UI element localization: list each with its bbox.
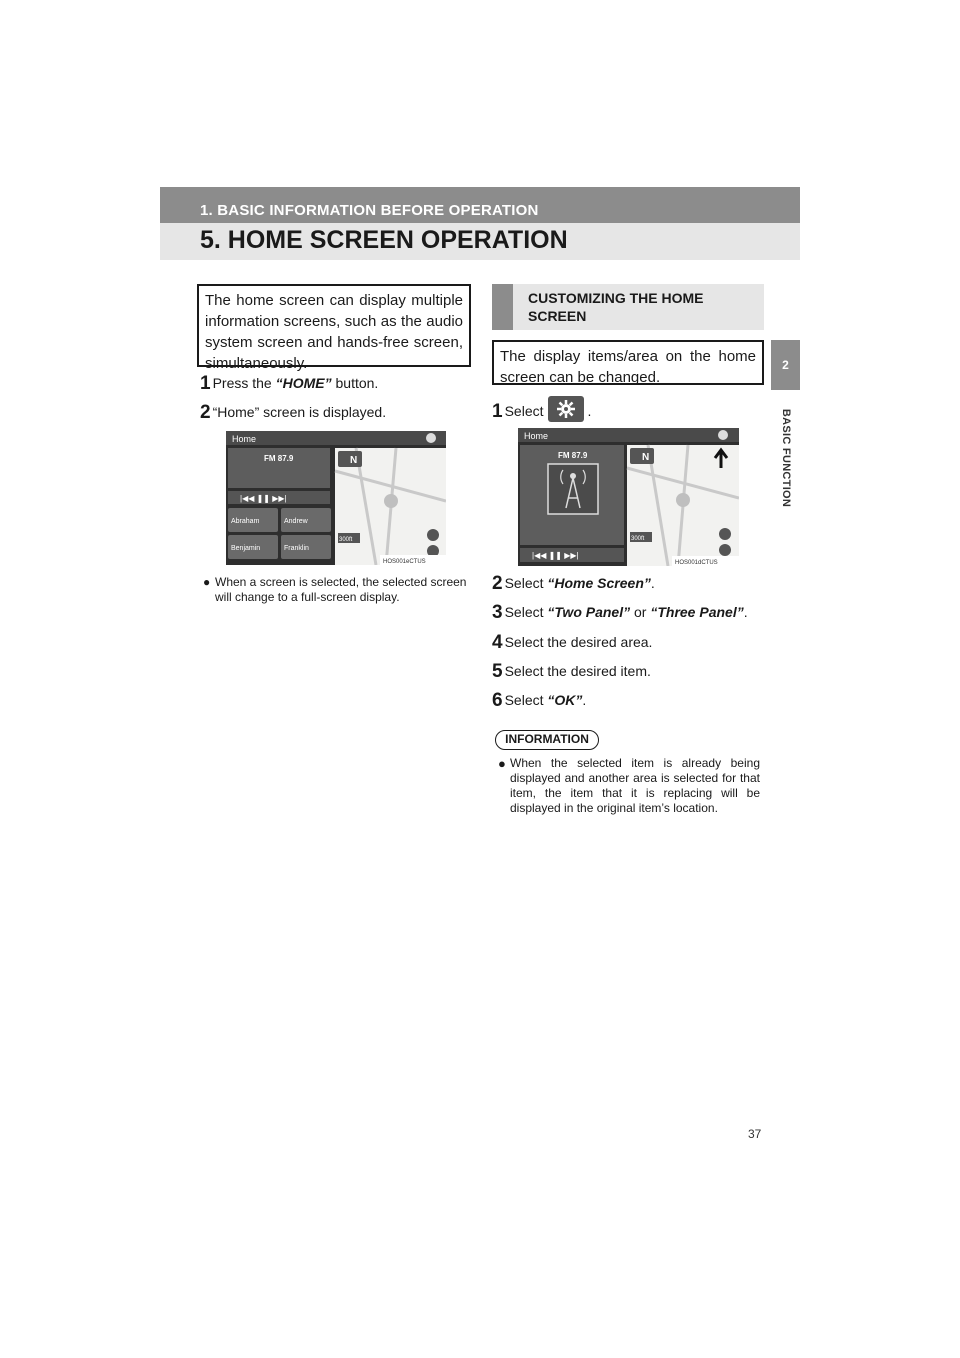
step-text: Select the desired area. [504, 634, 653, 650]
settings-gear-icon [426, 433, 436, 443]
right-step-1 [492, 402, 591, 422]
bullet-icon: ● [203, 575, 211, 589]
home-screen-settings-screenshot [518, 428, 739, 566]
screen-title: Home [232, 434, 257, 444]
settings-gear-icon [548, 396, 584, 422]
right-step-6 [492, 691, 586, 710]
chapter-label [771, 398, 800, 518]
svg-text:N: N [350, 455, 358, 466]
home-screen-label: “Home Screen” [547, 575, 651, 591]
step-number: 1 [492, 401, 503, 422]
svg-text:N: N [642, 452, 650, 463]
information-label: INFORMATION [495, 730, 599, 750]
contact-name: Benjamin [231, 545, 261, 552]
step-text-suffix: . [743, 604, 748, 620]
image-code: HOS001eCTUS [383, 559, 426, 565]
section-heading-text: CUSTOMIZING THE HOME SCREEN [528, 290, 704, 324]
step-text: Select [504, 575, 548, 591]
svg-text:|◀◀ ❚❚ ▶▶|: |◀◀ ❚❚ ▶▶| [240, 494, 287, 503]
page-title: 5. HOME SCREEN OPERATION [200, 226, 568, 254]
radio-tower-icon [548, 464, 598, 514]
section-description-box: The display items/area on the home screen can be changed. [492, 340, 764, 385]
settings-gear-icon [718, 430, 728, 440]
section-heading-bar [492, 284, 513, 330]
section-header-text: 1. BASIC INFORMATION BEFORE OPERATION [200, 202, 539, 219]
left-note [203, 575, 471, 605]
home-screen-illustration [226, 431, 446, 565]
step-text: Select [504, 403, 544, 419]
screen-title: Home [524, 431, 549, 441]
page-number: 37 [748, 1127, 762, 1141]
three-panel-label: “Three Panel” [650, 604, 744, 620]
step-text-suffix: . [587, 403, 592, 419]
step-text: Select [504, 604, 548, 620]
right-step-5 [492, 662, 651, 681]
information-text: When the selected item is already being displayed and another area is selected for that item, the item that it is replacing will be displayed in the original item’s location. [510, 756, 760, 815]
chapter-label-text: BASIC FUNCTION [779, 408, 792, 508]
section-header-bar [160, 187, 800, 223]
step-number: 5 [492, 661, 503, 682]
bullet-icon: ● [498, 756, 506, 771]
information-note [498, 756, 760, 816]
step-number: 2 [200, 402, 211, 423]
section-heading [492, 284, 764, 330]
chapter-number: 2 [782, 358, 789, 372]
step-text-suffix: . [650, 575, 655, 591]
intro-box: The home screen can display multiple information screens, such as the audio system screen and hands-free screen, simultaneously. [197, 284, 471, 367]
step-number: 3 [492, 602, 503, 623]
left-step-1 [200, 374, 378, 393]
right-step-4 [492, 633, 652, 652]
step-text-or: or [630, 604, 651, 620]
step-number: 6 [492, 690, 503, 711]
svg-text:|◀◀ ❚❚ ▶▶|: |◀◀ ❚❚ ▶▶| [532, 551, 579, 560]
map-scale: 300ft [631, 536, 645, 542]
step-text-suffix: . [582, 692, 587, 708]
station-label: FM 87.9 [558, 451, 588, 460]
page-title-bar [160, 223, 800, 260]
home-button-label: “HOME” [275, 375, 332, 391]
step-number: 4 [492, 632, 503, 653]
chapter-tab [771, 340, 800, 390]
contact-name: Andrew [284, 518, 308, 525]
step-text: Select [504, 692, 548, 708]
step-number: 1 [200, 373, 211, 394]
image-code: HOS001dCTUS [675, 560, 718, 566]
step-number: 2 [492, 573, 503, 594]
ok-label: “OK” [547, 692, 583, 708]
home-screen-settings-illustration [518, 428, 739, 566]
right-step-2 [492, 574, 655, 593]
contact-name: Franklin [284, 545, 309, 552]
contact-name: Abraham [231, 518, 260, 525]
step-text: Select the desired item. [504, 663, 651, 679]
two-panel-label: “Two Panel” [547, 604, 631, 620]
map-scale: 300ft [339, 537, 353, 543]
left-step-2 [200, 403, 386, 422]
note-text: When a screen is selected, the selected screen will change to a full-screen display. [215, 575, 467, 604]
home-screen-screenshot [226, 431, 446, 565]
step-text: Press the [212, 375, 276, 391]
right-step-3 [492, 603, 748, 622]
step-text: “Home” screen is displayed. [212, 404, 387, 420]
station-label: FM 87.9 [264, 454, 294, 463]
step-text-suffix: button. [331, 375, 379, 391]
